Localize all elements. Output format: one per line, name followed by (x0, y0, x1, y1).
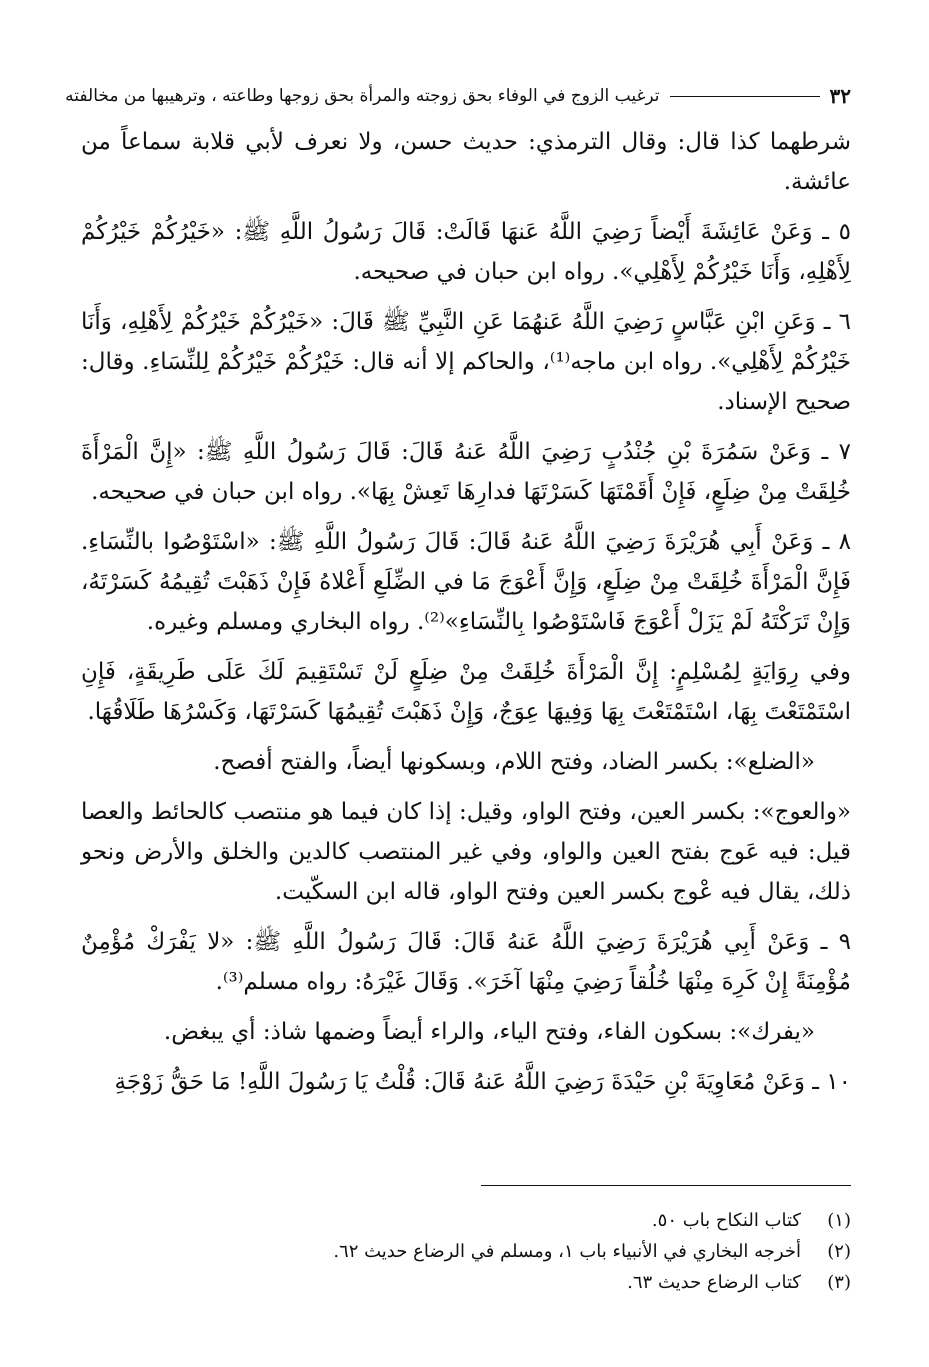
note-yafrak: «يفرك»: بسكون الفاء، وفتح الياء، والراء أيضاً وضمها شاذ: أي يبغض. (163, 1019, 815, 1045)
footnotes (81, 1205, 851, 1298)
hadith-7: ٧ ـ وَعَنْ سَمُرَةَ بْنِ جُنْدُبٍ رَضِيَ اللَّهُ عَنهُ قَالَ: قَالَ رَسُولُ اللَّهِ ﷺ: «إِنَّ الْمَرْأَةَ خُلِقَتْ مِنْ ضِلَعٍ، فَإِنْ أَقَمْتَهَا كَسَرْتَهَا فدارِهَا تَعِشْ بِهَا». رواه ابن حبان في صحيحه. (81, 439, 851, 505)
footnote-number: (١) (827, 1210, 851, 1231)
paragraph: شرطهما كذا قال: وقال الترمذي: حديث حسن، ولا نعرف لأبي قلابة سماعاً من عائشة. (81, 129, 851, 195)
footnote-number: (٢) (827, 1241, 851, 1262)
page-body (81, 122, 851, 1106)
footnote (81, 1205, 851, 1236)
footnote-number: (٣) (827, 1272, 851, 1293)
footnote-text: كتاب النكاح باب ٥٠. (651, 1210, 801, 1231)
page-number: ٣٢ (829, 84, 851, 108)
note-iwaj: «والعوج»: بكسر العين، وفتح الواو، وقيل: إذا كان فيما هو منتصب كالحائط والعصا قيل: فيه عَوج بفتح العين والواو، وفي غير المنتصب كالدين والخلق والأرض ونحو ذلك، يقال فيه عْوج بكسر العين وفتح الواو، قاله ابن السكّيت. (81, 799, 851, 905)
footnote-text: أخرجه البخاري في الأنبياء باب ١، ومسلم في الرضاع حديث ٦٢. (333, 1241, 801, 1262)
footnote-text: كتاب الرضاع حديث ٦٣. (627, 1272, 801, 1293)
footnote (81, 1236, 851, 1267)
note-dil: «الضلع»: بكسر الضاد، وفتح اللام، وبسكونها أيضاً، والفتح أفصح. (213, 749, 815, 775)
running-title: ترغيب الزوج في الوفاء بحق زوجته والمرأة بحق زوجها وطاعته ، وترهيبها من مخالفته (65, 86, 660, 106)
hadith-5: ٥ ـ وَعَنْ عَائِشَةَ أَيْضاً رَضِيَ اللَّهُ عَنهَا قَالَتْ: قَالَ رَسُولُ اللَّهِ ﷺ: «خَيْرُكُمْ خَيْرُكُمْ لِأَهْلِهِ، وَأَنَا خَيْرُكُمْ لِأَهْلِي». رواه ابن حبان في صحيحه. (81, 219, 851, 285)
running-header (65, 78, 851, 114)
footnote (81, 1267, 851, 1298)
hadith-8: ٨ ـ وَعَنْ أَبِي هُرَيْرَةَ رَضِيَ اللَّهُ عَنهُ قَالَ: قَالَ رَسُولُ اللَّهِ ﷺ: «اسْتَوْصُوا بالنِّسَاءِ. فَإِنَّ الْمَرْأَةَ خُلِقَتْ مِنْ ضِلَعٍ، وَإِنَّ أَعْوَجَ مَا في الضِّلَعِ أَعْلاهُ فَإِنْ ذَهَبْتَ تُقِيمُهُ كَسَرْتَهُ، وَإِنْ تَرَكْتَهُ لَمْ يَزَلْ أَعْوَجَ فَاسْتَوْصُوا بِالنِّسَاءِ»⁽²⁾. رواه البخاري ومسلم وغيره. (81, 529, 851, 635)
hadith-6: ٦ ـ وَعَنِ ابْنِ عَبَّاسٍ رَضِيَ اللَّهُ عَنهُمَا عَنِ النَّبِيِّ ﷺ قَالَ: «خَيْرُكُمْ خَيْرُكُمْ لِأَهْلِهِ، وَأَنَا خَيْرُكُمْ لِأَهْلِي». رواه ابن ماجه⁽¹⁾، والحاكم إلا أنه قال: خَيْرُكُمْ خَيْرُكُمْ لِلنِّسَاءِ. وقال: صحيح الإسناد. (81, 309, 851, 415)
hadith-9: ٩ ـ وَعَنْ أَبِي هُرَيْرَةَ رَضِيَ اللَّهُ عَنهُ قَالَ: قَالَ رَسُولُ اللَّهِ ﷺ: «لا يَفْرَكْ مُؤْمِنٌ مُؤْمِنَةً إِنْ كَرِهَ مِنْهَا خُلُقاً رَضِيَ مِنْهَا آخَرَ». وَقَالَ غَيْرَهُ: رواه مسلم⁽³⁾. (81, 929, 851, 995)
muslim-narration: وفي رِوَايَةٍ لِمُسْلِمٍ: إِنَّ الْمَرْأَةَ خُلِقَتْ مِنْ ضِلَعٍ لَنْ تَسْتَقِيمَ لَكَ عَلَى طَرِيقَةٍ، فَإِنِ اسْتَمْتَعْتَ بِهَا، اسْتَمْتَعْتَ بِهَا وَفِيهَا عِوَجٌ، وَإِنْ ذَهَبْتَ تُقِيمُهَا كَسَرْتَهَا، وَكَسْرُهَا طَلَاقُهَا. (81, 659, 851, 725)
hadith-10: ١٠ ـ وَعَنْ مُعَاوِيَةَ بْنِ حَيْدَةَ رَضِيَ اللَّهُ عَنهُ قَالَ: قُلْتُ يَا رَسُولَ اللَّهِ! مَا حَقُّ زَوْجَةِ (114, 1069, 851, 1095)
footnote-rule (481, 1185, 851, 1186)
header-rule (670, 96, 820, 97)
